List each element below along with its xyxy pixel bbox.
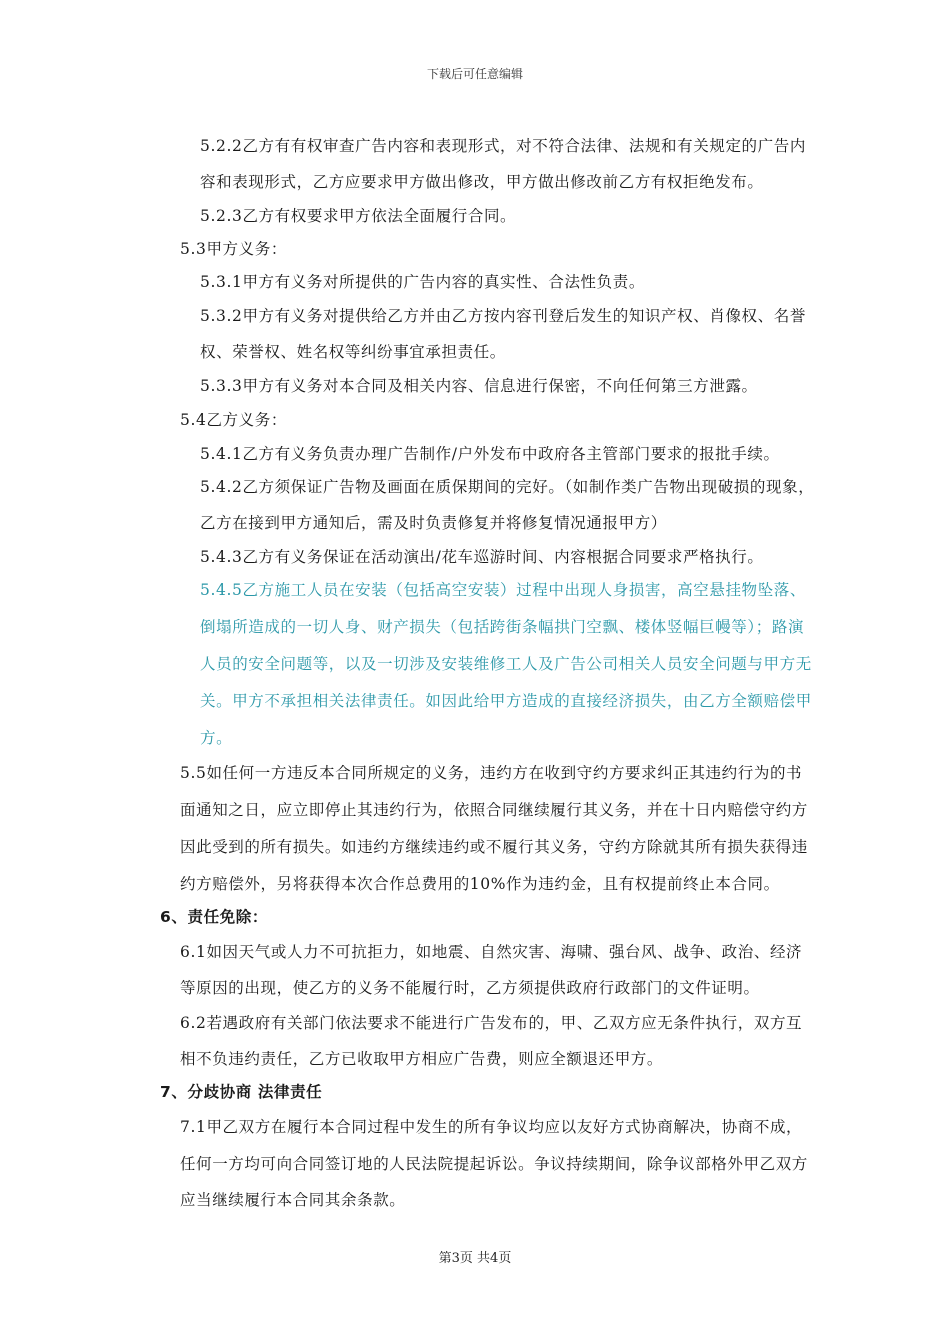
page-number: 第3页 共4页 xyxy=(438,1251,512,1266)
section-5-4-heading: 5.4乙方义务： xyxy=(180,411,287,429)
clause-5-2-2-line-1: 5.2.2乙方有有权审查广告内容和表现形式，对不符合法律、法规和有关规定的广告内 xyxy=(200,137,806,155)
clause-5-2-2-line-2: 容和表现形式，乙方应要求甲方做出修改，甲方做出修改前乙方有权拒绝发布。 xyxy=(200,173,764,191)
section-5-3-heading: 5.3甲方义务： xyxy=(180,240,287,258)
page-header: 下载后可任意编辑 xyxy=(426,67,523,81)
clause-5-4-5-line-5: 方。 xyxy=(200,729,233,747)
clause-5-5-line-2: 面通知之日，应立即停止其违约行为，依照合同继续履行其义务，并在十日内赔偿守约方 xyxy=(180,801,808,819)
clause-5-4-5-line-4: 关。甲方不承担相关法律责任。如因此给甲方造成的直接经济损失，由乙方全额赔偿甲 xyxy=(200,692,812,710)
clause-5-5-line-3: 因此受到的所有损失。如违约方继续违约或不履行其义务，守约方除就其所有损失获得违 xyxy=(180,838,808,856)
section-6-heading: 6、责任免除： xyxy=(160,908,268,926)
clause-5-4-5-line-1: 5.4.5乙方施工人员在安装（包括高空安装）过程中出现人身损害，高空悬挂物坠落、 xyxy=(200,581,806,599)
clause-5-4-3: 5.4.3乙方有义务保证在活动演出/花车巡游时间、内容根据合同要求严格执行。 xyxy=(200,548,764,566)
clause-5-5-line-1: 5.5如任何一方违反本合同所规定的义务，违约方在收到守约方要求纠正其违约行为的书 xyxy=(180,764,803,782)
clause-7-1-line-1: 7.1甲乙双方在履行本合同过程中发生的所有争议均应以友好方式协商解决，协商不成， xyxy=(180,1118,803,1136)
clause-5-3-1: 5.3.1甲方有义务对所提供的广告内容的真实性、合法性负责。 xyxy=(200,273,645,291)
clause-5-3-3: 5.3.3甲方有义务对本合同及相关内容、信息进行保密，不向任何第三方泄露。 xyxy=(200,377,758,395)
clause-5-5-line-4: 约方赔偿外，另将获得本次合作总费用的10%作为违约金，且有权提前终止本合同。 xyxy=(180,875,780,893)
clause-6-2-line-2: 相不负违约责任，乙方已收取甲方相应广告费，则应全额退还甲方。 xyxy=(180,1050,664,1068)
clause-6-1-line-2: 等原因的出现，使乙方的义务不能履行时，乙方须提供政府行政部门的文件证明。 xyxy=(180,979,760,997)
clause-5-3-2-line-2: 权、荣誉权、姓名权等纠纷事宜承担责任。 xyxy=(200,343,506,361)
clause-6-1-line-1: 6.1如因天气或人力不可抗拒力，如地震、自然灾害、海啸、强台风、战争、政治、经济 xyxy=(180,943,803,961)
clause-6-2-line-1: 6.2若遇政府有关部门依法要求不能进行广告发布的，甲、乙双方应无条件执行，双方互 xyxy=(180,1014,803,1032)
clause-5-4-5-line-2: 倒塌所造成的一切人身、财产损失（包括跨街条幅拱门空飘、楼体竖幅巨幔等）；路演 xyxy=(200,618,805,636)
clause-5-4-2-line-2: 乙方在接到甲方通知后，需及时负责修复并将修复情况通报甲方） xyxy=(200,514,667,532)
section-7-heading: 7、分歧协商 法律责任 xyxy=(160,1083,323,1101)
clause-5-3-2-line-1: 5.3.2甲方有义务对提供给乙方并由乙方按内容刊登后发生的知识产权、肖像权、名誉 xyxy=(200,307,806,325)
clause-5-4-1: 5.4.1乙方有义务负责办理广告制作/户外发布中政府各主管部门要求的报批手续。 xyxy=(200,445,780,463)
clause-5-4-5-line-3: 人员的安全问题等，以及一切涉及安装维修工人及广告公司相关人员安全问题与甲方无 xyxy=(200,655,812,673)
clause-7-1-line-2: 任何一方均可向合同签订地的人民法院提起诉讼。争议持续期间，除争议部格外甲乙双方 xyxy=(180,1155,808,1173)
clause-5-4-2-line-1: 5.4.2乙方须保证广告物及画面在质保期间的完好。（如制作类广告物出现破损的现象， xyxy=(200,478,815,496)
clause-5-2-3: 5.2.3乙方有权要求甲方依法全面履行合同。 xyxy=(200,207,517,225)
clause-7-1-line-3: 应当继续履行本合同其余条款。 xyxy=(180,1191,406,1209)
